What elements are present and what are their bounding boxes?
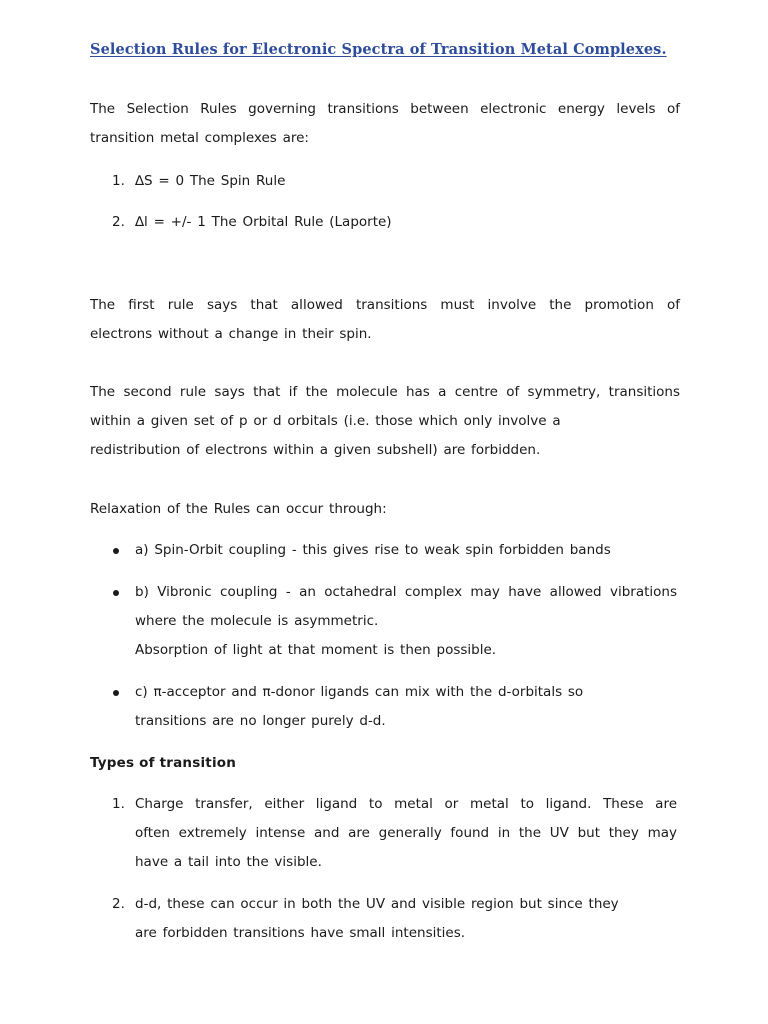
- types-heading: Types of transition: [90, 755, 237, 771]
- first-rule-line-2: electrons without a change in their spin.: [90, 326, 372, 342]
- type-2-text: [135, 890, 677, 948]
- relaxation-item-b: [135, 578, 677, 665]
- relaxation-item-a-line-1: a) Spin-Orbit coupling - this gives rise to weak spin forbidden bands: [135, 542, 611, 558]
- second-rule-paragraph: [90, 378, 680, 465]
- relaxation-intro-text: Relaxation of the Rules can occur through:: [90, 501, 387, 517]
- intro-line-2: transition metal complexes are:: [90, 130, 309, 146]
- type-2-line-2: are forbidden transitions have small intensities.: [135, 925, 466, 941]
- intro-paragraph: [90, 95, 680, 153]
- type-2-number: 2.: [112, 896, 125, 912]
- type-1-line-2: often extremely intense and are generally found in the UV but they may: [135, 825, 677, 841]
- rule-2-number: 2.: [112, 214, 125, 230]
- rule-1-number: 1.: [112, 173, 125, 189]
- second-rule-line-3: redistribution of electrons within a given subshell) are forbidden.: [90, 442, 541, 458]
- document-title: Selection Rules for Electronic Spectra of Transition Metal Complexes.: [90, 41, 667, 58]
- relaxation-item-b-line-2: where the molecule is asymmetric.: [135, 613, 379, 629]
- bullet-icon: [113, 548, 119, 554]
- first-rule-line-1: The first rule says that allowed transitions must involve the promotion of: [90, 297, 680, 313]
- relaxation-item-c: [135, 678, 677, 736]
- relaxation-item-b-line-3: Absorption of light at that moment is then possible.: [135, 642, 497, 658]
- second-rule-line-1: The second rule says that if the molecule has a centre of symmetry, transitions: [90, 384, 680, 400]
- type-1-line-3: have a tail into the visible.: [135, 854, 322, 870]
- relaxation-item-c-line-2: transitions are no longer purely d-d.: [135, 713, 386, 729]
- type-1-number: 1.: [112, 796, 125, 812]
- rule-1-text: ∆S = 0 The Spin Rule: [135, 173, 286, 189]
- relaxation-item-b-line-1: b) Vibronic coupling - an octahedral complex may have allowed vibrations: [135, 584, 677, 600]
- second-rule-line-2: within a given set of p or d orbitals (i.e. those which only involve a: [90, 413, 561, 429]
- intro-line-1: The Selection Rules governing transitions between electronic energy levels of: [90, 101, 680, 117]
- type-1-line-1: Charge transfer, either ligand to metal or metal to ligand. These are: [135, 796, 677, 812]
- type-1-text: [135, 790, 677, 877]
- first-rule-paragraph: [90, 291, 680, 349]
- relaxation-intro: [90, 495, 680, 524]
- relaxation-item-c-line-1: c) π-acceptor and π-donor ligands can mix with the d-orbitals so: [135, 684, 584, 700]
- bullet-icon: [113, 690, 119, 696]
- type-2-line-1: d-d, these can occur in both the UV and visible region but since they: [135, 896, 619, 912]
- relaxation-item-a: [135, 536, 677, 565]
- rule-2-text: ∆l = +/- 1 The Orbital Rule (Laporte): [135, 214, 392, 230]
- bullet-icon: [113, 590, 119, 596]
